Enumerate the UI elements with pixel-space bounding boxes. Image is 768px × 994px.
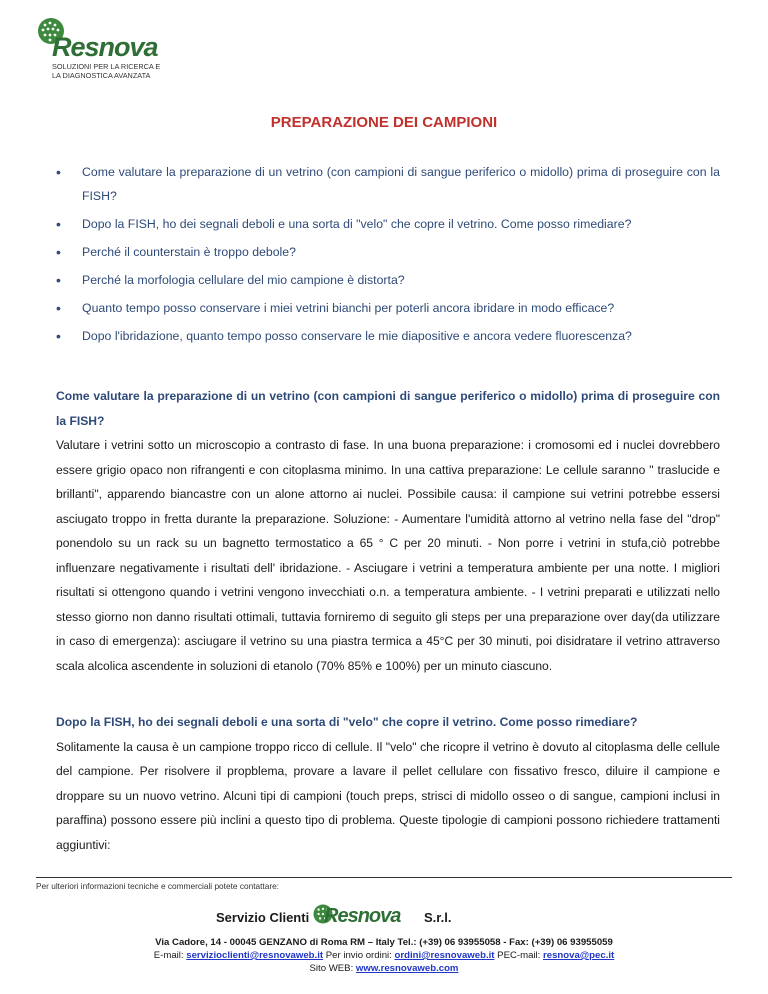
company-logo [36,14,166,84]
website-link[interactable]: www.resnovaweb.com [355,963,459,974]
logo-wordmark: Resnova [52,32,158,62]
orders-label: Per invio ordini: [323,950,395,961]
email-label: E-mail: [153,950,187,961]
service-label: Servizio Clienti [216,910,310,925]
toc-item[interactable]: • Dopo l'ibridazione, quanto tempo posso conservare le mie diapositive e ancora vedere fluorescenza? [56,324,720,348]
orders-email-link[interactable]: ordini@resnovaweb.it [394,950,495,961]
web-label: Sito WEB: [309,963,356,974]
customer-service-email-link[interactable]: servizioclienti@resnovaweb.it [186,950,324,961]
pec-label: PEC-mail: [494,950,544,961]
toc-item[interactable]: • Perché il counterstain è troppo debole? [56,240,720,264]
footer-logo-wordmark: Resnova [324,905,401,927]
toc-item[interactable]: • Dopo la FISH, ho dei segnali deboli e una sorta di "velo" che copre il vetrino. Come posso rimediare? [56,212,720,236]
footer-note: Per ulteriori informazioni tecniche e commerciali potete contattare: [36,881,280,891]
question-list [56,160,720,352]
faq-question: Dopo la FISH, ho dei segnali deboli e una sorta di "velo" che copre il vetrino. Come posso rimediare? [56,715,638,729]
customer-service-row [0,903,768,929]
faq-section-2 [56,710,720,857]
tagline-line-1: SOLUZIONI PER LA RICERCA E [52,62,161,71]
company-address: Via Cadore, 14 - 00045 GENZANO di Roma RM – Italy Tel.: (+39) 06 93955058 - Fax: (+39) 06 93955059 [155,937,613,948]
toc-item[interactable]: • Perché la morfologia cellulare del mio campione è distorta? [56,268,720,292]
logo-tagline [52,62,160,80]
page-title: PREPARAZIONE DEI CAMPIONI [270,114,498,131]
tagline-line-2: LA DIAGNOSTICA AVANZATA [52,71,151,80]
faq-question: Come valutare la preparazione di un vetrino (con campioni di sangue periferico o midollo) prima di proseguire con la FISH? [56,389,720,428]
footer-divider [36,877,732,878]
toc-item[interactable]: • Come valutare la preparazione di un vetrino (con campioni di sangue periferico o midollo) prima di proseguire con la FISH? [56,160,720,208]
toc-item[interactable]: • Quanto tempo posso conservare i miei vetrini bianchi per poterli ancora ibridare in modo efficace? [56,296,720,320]
website-line [0,963,768,974]
faq-answer: Solitamente la causa è un campione troppo ricco di cellule. Il "velo" che ricopre il vetrino è dovuto al citoplasma delle cellule del campione. Per risolvere il propblema, provare a lavare il pellet cellulare con fissativo fresco, diluire il campione e droppare su un nuovo vetrino. Alcuni tipi di campioni (touch preps, strisci di midollo osseo o di sangue, campioni inclusi in paraffina) possono essere più inclini a questo tipo di problema. Queste tipologie di campioni possono richiedere trattamenti aggiuntivi: [56,739,720,852]
pec-email-link[interactable]: resnova@pec.it [543,950,615,961]
faq-answer: Valutare i vetrini sotto un microscopio a contrasto di fase. In una buona preparazione: i cromosomi ed i nuclei dovrebbero essere grigio opaco non rifrangenti e con citoplasma minimo. In una cattiva preparazione: Le cellule saranno " traslucide e brillanti", apparendo biancastre con un alone attorno ai nuclei. Possibile causa: il campione sui vetrini potrebbe essersi asciugato troppo in fretta durante la preparazione. Soluzione: - Aumentare l'umidità attorno al vetrino nella fase del "drop" ponendolo su un rack su un bagnetto termostatico a 65 ° C per 20 minuti. - Non porre i vetrini in stufa,ciò potrebbe influenzare negativamente i risultati dell' ibridazione. - Asciugare i vetrini a temperatura ambiente per una notte. I migliori risultati si ottengono quando i vetrini vengono invecchiati o.n. a temperatura ambiente. - I vetrini preparati e utilizzati nello stesso giorno non danno risultati ottimali, tuttavia forniremo di seguito gli steps per una preparazione over day(da utilizzare in caso di emergenza): asciugare il vetrino su una piastra termica a 45°C per 30 minuti, poi disidratare il vetrino attraverso scala alcolica ascendente in soluzioni di etanolo (70% 85% e 100%) per un minuto ciascuno. [56,438,720,673]
company-suffix: S.r.l. [424,910,452,925]
contact-emails [0,950,768,961]
faq-section-1 [56,384,720,678]
